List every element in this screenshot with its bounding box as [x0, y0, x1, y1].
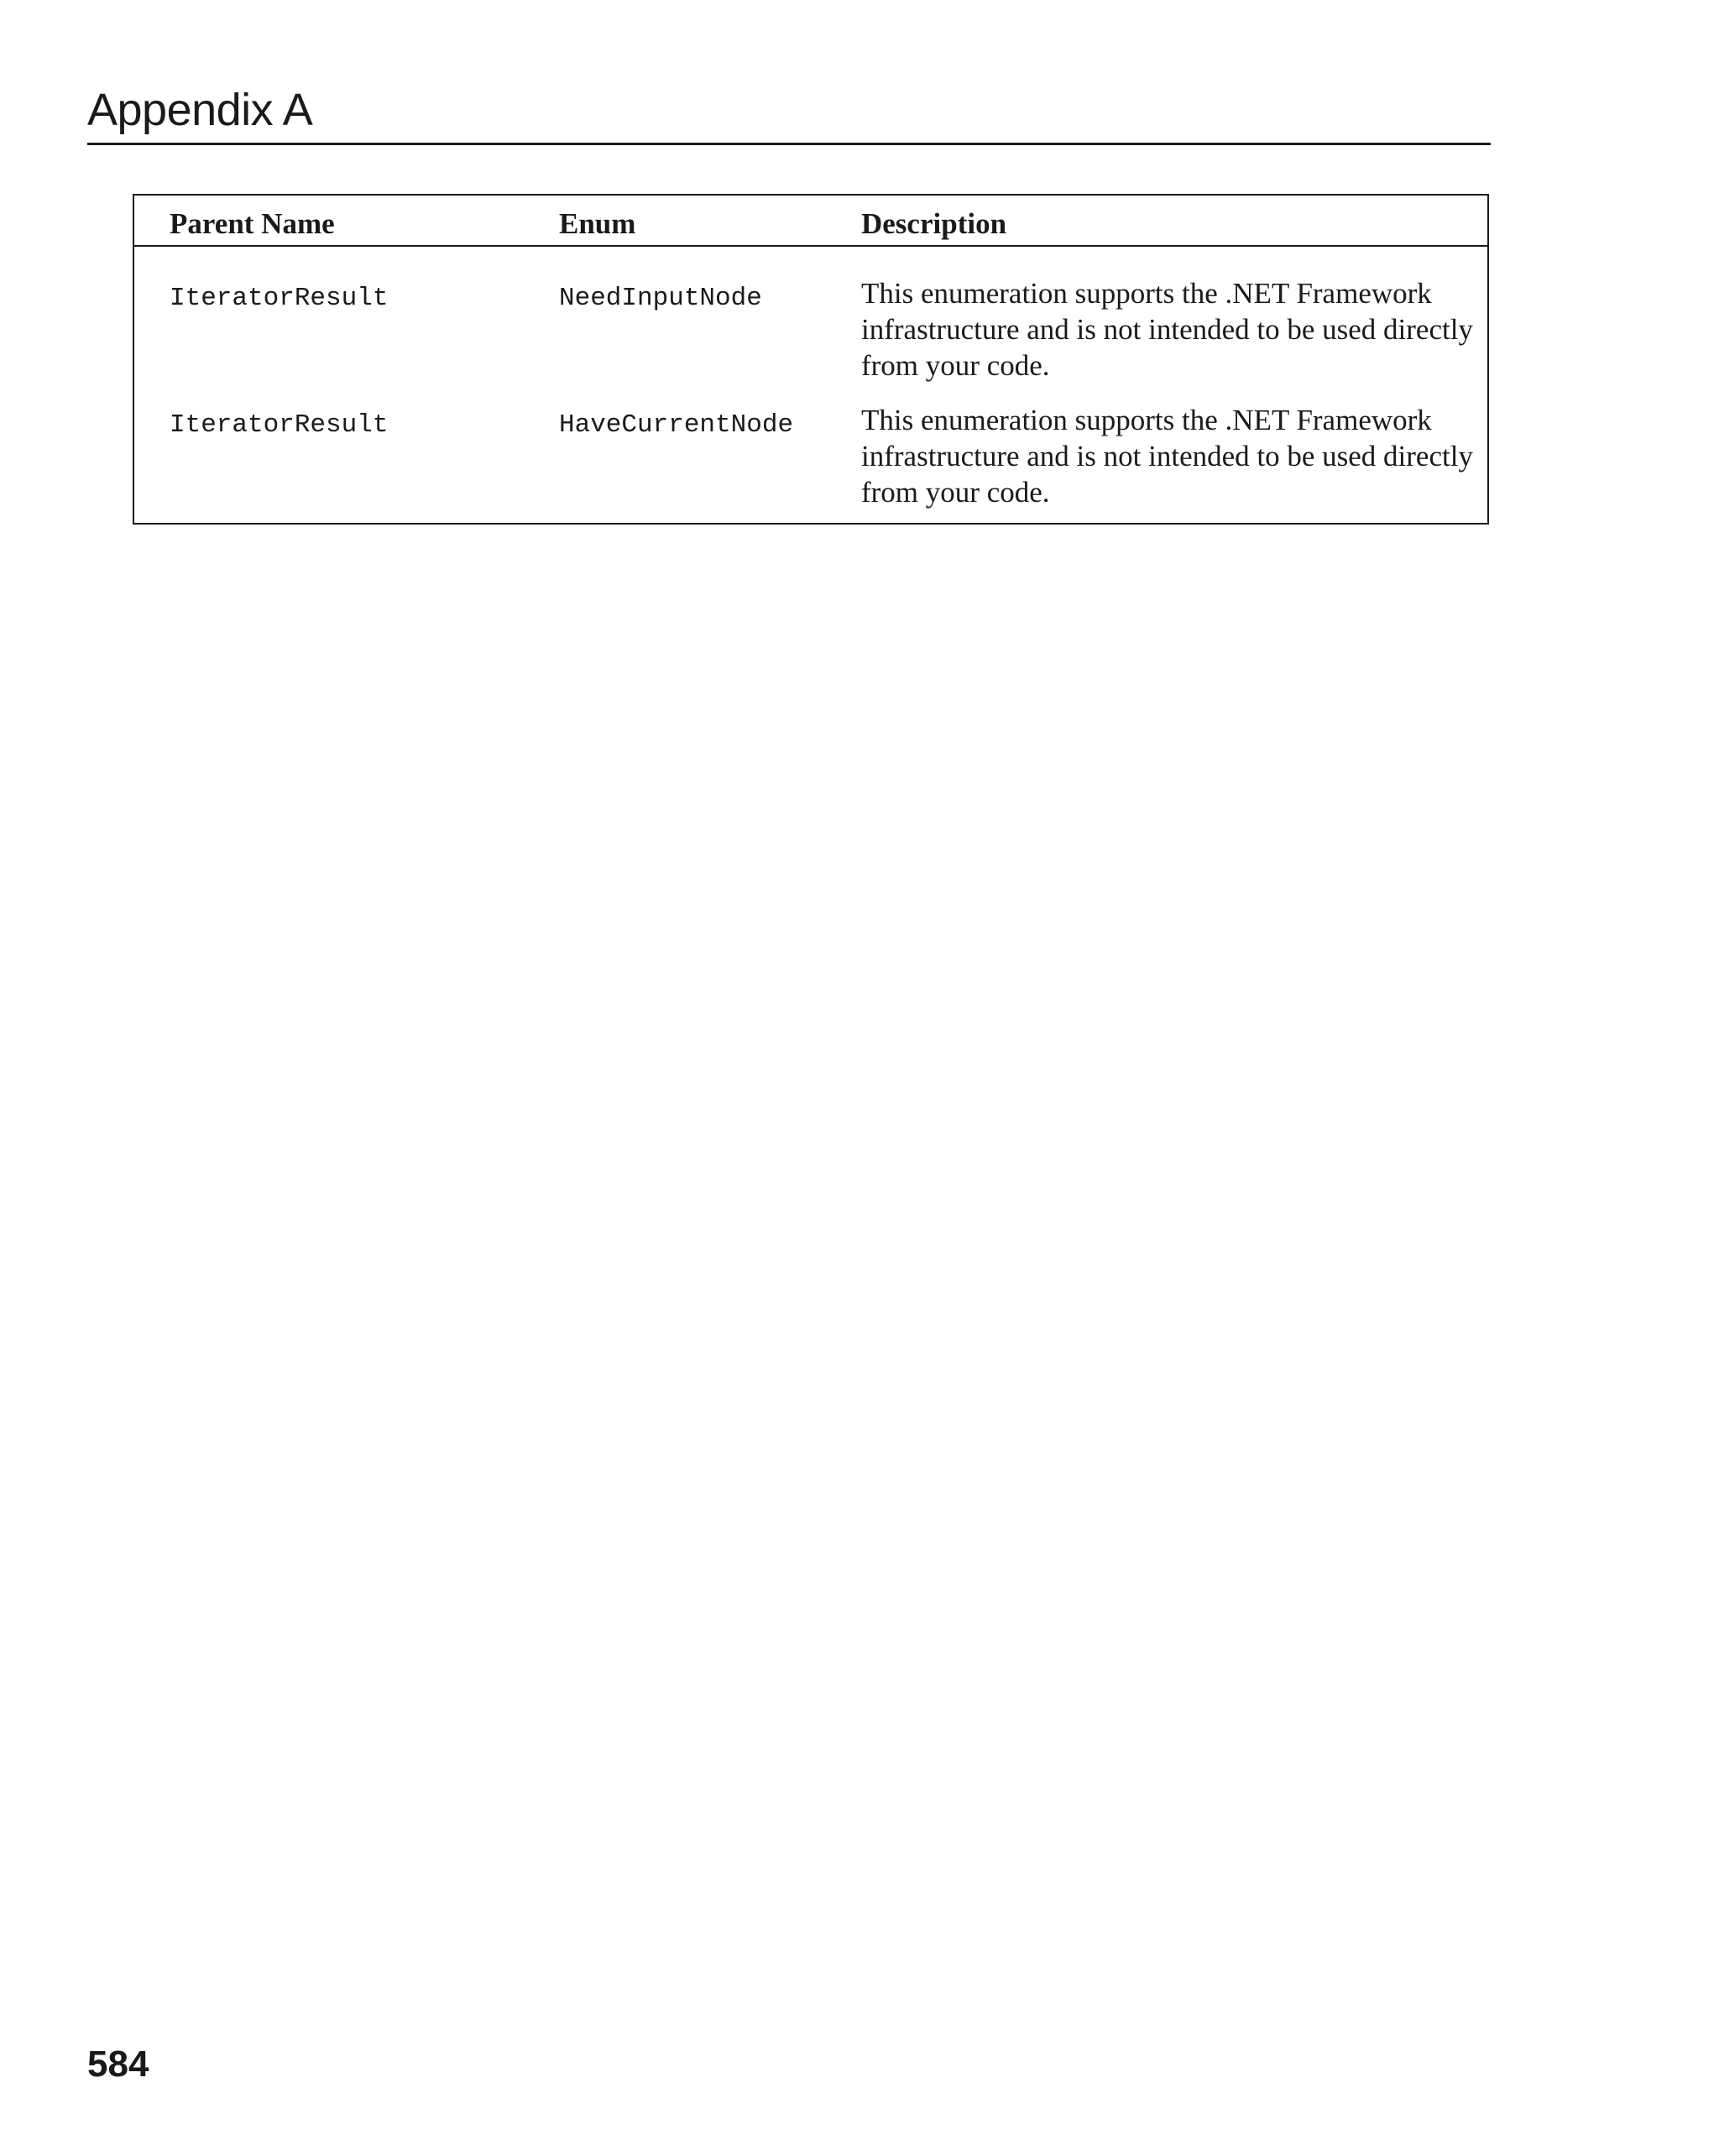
page-number: 584 — [87, 2044, 149, 2085]
enum-table — [133, 194, 1489, 525]
column-header-description: Description — [861, 207, 1007, 240]
column-header-parent-name: Parent Name — [170, 207, 335, 240]
parent-name-cell: IteratorResult — [170, 410, 389, 440]
description-cell: This enumeration supports the .NET Framework infrastructure and is not intended to be used directly from your code. — [861, 404, 1473, 509]
parent-name-cell: IteratorResult — [170, 284, 389, 313]
enum-cell: NeedInputNode — [559, 284, 762, 313]
description-cell: This enumeration supports the .NET Framework infrastructure and is not intended to be used directly from your code. — [861, 277, 1473, 382]
table-header-row — [134, 196, 1487, 247]
enum-cell: HaveCurrentNode — [559, 410, 794, 440]
page-header-title: Appendix A — [87, 85, 313, 135]
header-rule — [87, 143, 1491, 145]
column-header-enum: Enum — [559, 207, 636, 240]
